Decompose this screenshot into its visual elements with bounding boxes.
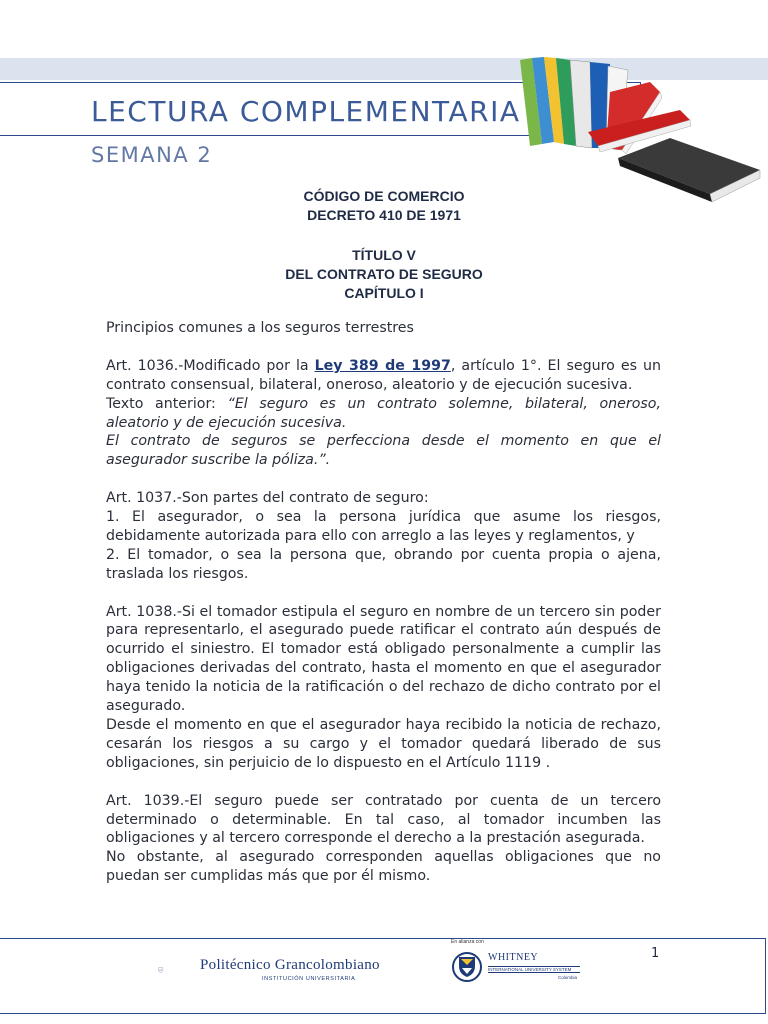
article-1039-p1: Art. 1039.-El seguro puede ser contratado por cuenta de un tercero determinado o determinable. En tal caso, al tomador incumben las obligaciones y al tercero corresponde el derecho a la prestación asegurada. bbox=[106, 792, 661, 847]
whitney-name: WHITNEY bbox=[488, 952, 539, 963]
previous-text-quote: “El seguro es un contrato solemne, bilateral, oneroso, aleatorio y de ejecución sucesiva. bbox=[106, 395, 661, 431]
article-1037-intro: Art. 1037.-Son partes del contrato de seguro: bbox=[106, 490, 429, 507]
previous-text-label: Texto anterior: bbox=[106, 395, 228, 412]
law-389-link[interactable]: Ley 389 de 1997 bbox=[314, 357, 451, 374]
article-1036 bbox=[106, 357, 661, 395]
page-title: LECTURA COMPLEMENTARIA bbox=[91, 95, 521, 128]
politecnico-subtitle: INSTITUCIÓN UNIVERSITARIA bbox=[262, 976, 356, 982]
svg-text:PG: PG bbox=[159, 969, 163, 972]
politecnico-name: Politécnico Grancolombiano bbox=[200, 957, 380, 973]
chapter-title: CAPÍTULO I bbox=[344, 285, 424, 301]
article-1036-previous bbox=[106, 395, 661, 433]
politecnico-logo-icon bbox=[158, 950, 198, 990]
article-1039-p2: No obstante, al asegurado corresponden aquellas obligaciones que no puedan ser cumplidas más que por él mismo. bbox=[106, 849, 661, 885]
previous-text-quote-2: El contrato de seguros se perfecciona desde el momento en que el asegurador suscribe la póliza.”. bbox=[106, 433, 661, 469]
section-title: Principios comunes a los seguros terrestres bbox=[106, 320, 414, 336]
article-1037-item-1: 1. El asegurador, o sea la persona jurídica que asume los riesgos, debidamente autorizada para ello con arreglo a las leyes y reglamentos, y bbox=[106, 509, 661, 544]
article-1038-p2: Desde el momento en que el asegurador haya recibido la noticia de rechazo, cesarán los riesgos a su cargo y el tomador quedará liberado de sus obligaciones, sin perjuicio de lo dispuesto en el Artículo 1119 . bbox=[106, 716, 661, 771]
article-1036-rest: , artículo 1°. El seguro es un contrato consensual, bilateral, oneroso, aleatorio y de ejecución sucesiva. bbox=[106, 357, 661, 393]
title-number: TÍTULO V bbox=[352, 247, 416, 263]
page-subtitle: SEMANA 2 bbox=[91, 143, 213, 167]
title-name: DEL CONTRATO DE SEGURO bbox=[285, 266, 483, 282]
page-number: 1 bbox=[651, 946, 660, 961]
books-stack-icon bbox=[520, 57, 760, 202]
document-body bbox=[106, 319, 661, 886]
whitney-country: Colombia bbox=[558, 975, 578, 980]
article-1037-item-2: 2. El tomador, o sea la persona que, obrando por cuenta propia o ajena, traslada los riesgos. bbox=[106, 546, 661, 582]
article-1036-lead: Art. 1036.-Modificado por la bbox=[106, 357, 315, 374]
article-1038-p1: Art. 1038.-Si el tomador estipula el seguro en nombre de un tercero sin poder para representarlo, el asegurado puede ratificar el contrato aún después de ocurrido el siniestro. El tomador está obligado personalmente a cumplir las obligaciones derivadas del contrato, hasta el momento en que el asegurador haya tenido la noticia de la ratificación o del rechazo de dicho contrato por el asegurado. bbox=[106, 603, 661, 715]
alliance-label: En alianza con bbox=[451, 939, 484, 945]
decree-title: DECRETO 410 DE 1971 bbox=[307, 207, 461, 223]
code-title: CÓDIGO DE COMERCIO bbox=[303, 188, 465, 204]
whitney-crest-icon bbox=[450, 948, 484, 982]
whitney-subtitle: INTERNATIONAL UNIVERSITY SYSTEM bbox=[488, 966, 580, 973]
